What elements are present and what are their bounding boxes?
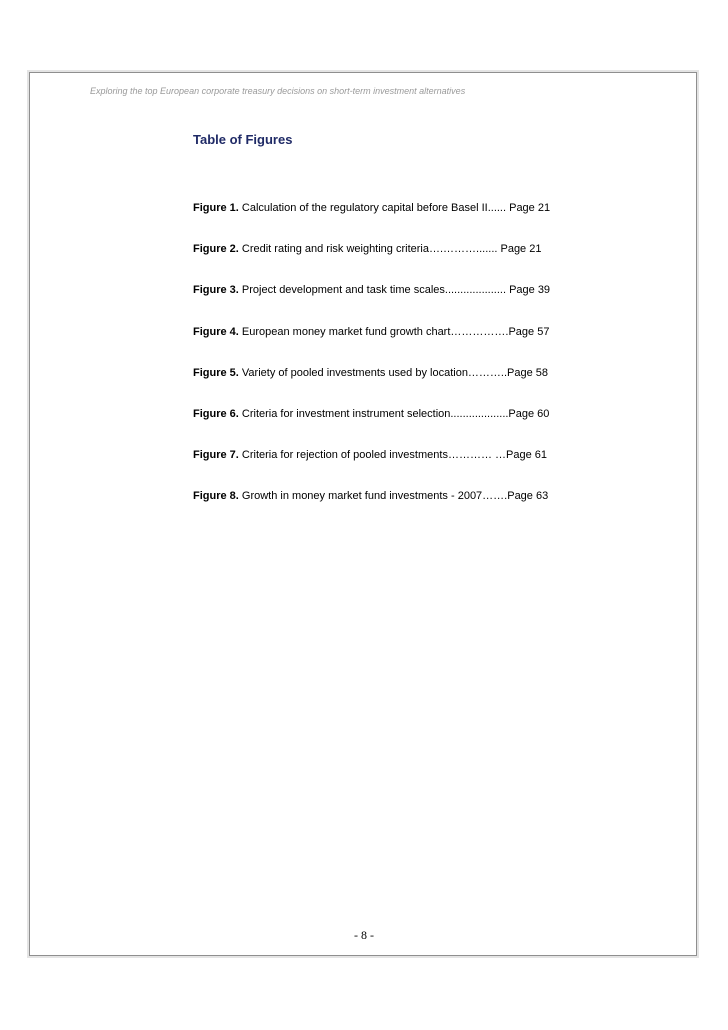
figure-caption: Project development and task time scales.................... Page 39 (238, 284, 551, 297)
figure-label: Figure 5. (193, 366, 239, 379)
figure-label: Figure 8. (193, 490, 239, 503)
figure-caption: Variety of pooled investments used by location………..Page 58 (238, 366, 549, 379)
page-title: Table of Figures (193, 132, 293, 147)
figure-entry-7 (193, 449, 550, 490)
figure-entry-5 (193, 367, 550, 408)
figure-entry-1 (193, 202, 550, 243)
figure-entry-8 (193, 490, 550, 531)
figure-entry-6 (193, 408, 550, 449)
figure-list (193, 202, 550, 532)
figure-label: Figure 3. (193, 284, 239, 297)
figure-entry-3 (193, 284, 550, 325)
figure-caption: European money market fund growth chart…………….Page 57 (238, 325, 550, 338)
running-header: Exploring the top European corporate treasury decisions on short-term investment alternatives (90, 86, 466, 96)
figure-caption: Credit rating and risk weighting criteria….………....... Page 21 (238, 243, 542, 256)
figure-label: Figure 7. (193, 449, 239, 462)
figure-entry-4 (193, 326, 550, 367)
figure-entry-2 (193, 243, 550, 284)
figure-label: Figure 1. (193, 202, 239, 214)
figure-label: Figure 6. (193, 407, 239, 420)
figure-caption: Criteria for investment instrument selection...................Page 60 (238, 407, 550, 420)
figure-caption: Growth in money market fund investments - 2007…….Page 63 (238, 490, 549, 503)
figure-caption: Calculation of the regulatory capital before Basel II...... Page 21 (238, 202, 551, 214)
page-number: - 8 - (354, 928, 374, 942)
figure-label: Figure 4. (193, 325, 239, 338)
figure-label: Figure 2. (193, 243, 239, 256)
figure-caption: Criteria for rejection of pooled investments………… …Page 61 (238, 449, 547, 462)
